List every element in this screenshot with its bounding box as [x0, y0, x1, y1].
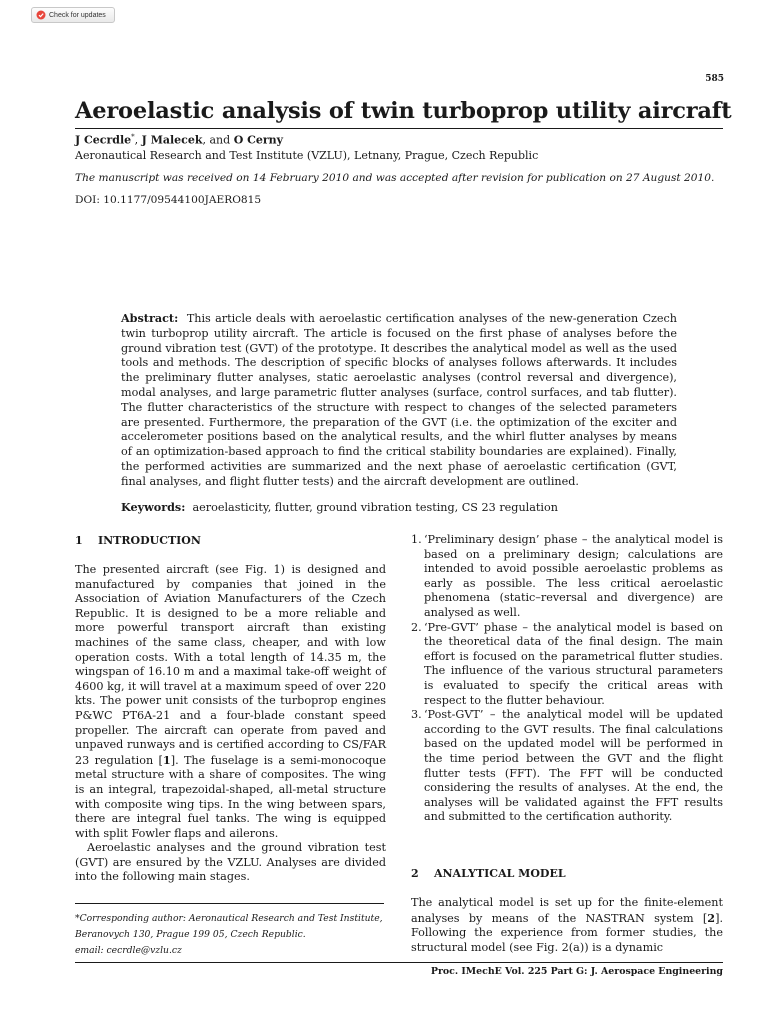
author-name: J Cecrdle: [75, 133, 132, 147]
title-rule: [75, 128, 723, 129]
author-list: [75, 133, 283, 147]
paragraph: The presented aircraft (see Fig. 1) is designed and manufactured by companies that joined in the Association of Aviation Manufacturers of the Czech Republic. It is designed to be a more reliable and more powerful transport aircraft than existing machines of the same class, cheaper, and with low operation costs. With a total length of 14.35 m, the wingspan of 16.10 m and a maximal take-off weight of 4600 kg, it will travel at a maximum speed of over 220 kts. The power unit consists of the turboprop engines P&WC PT6A-21 and a four-blade constant speed propeller. The aircraft can operate from paved and unpaved runways and is certified according to CS/FAR 23 regulation [1]. The fuselage is a semi-monocoque metal structure with a share of composites. The wing is an integral, trapezoidal-shaped, all-metal structure with composite wing tips. In the wing between spars, there are integral fuel tanks. The wing is equipped with split Fowler flaps and ailerons.: [75, 563, 386, 840]
crossmark-icon: [36, 10, 46, 20]
abstract-label: Abstract:: [121, 311, 179, 325]
list-item: 2. ‘Pre-GVT’ phase – the analytical model is based on the theoretical data of the final design. The main effort is focused on the parametrical flutter studies. The influence of the various structural parameters is evaluated to specify the critical areas with respect to the flutter behaviour.: [411, 620, 723, 707]
author-name: J Malecek: [141, 133, 203, 147]
check-for-updates-button[interactable]: [31, 7, 115, 23]
abstract: [121, 311, 677, 490]
footnote-line: *Corresponding author: Aeronautical Research and Test Institute,: [75, 913, 383, 924]
citation-link[interactable]: 1: [162, 752, 171, 767]
author-separator: , and: [202, 133, 234, 147]
citation-link[interactable]: 2: [707, 910, 716, 925]
doi[interactable]: DOI: 10.1177/09544100JAERO815: [75, 194, 262, 206]
footnote-rule: [75, 903, 384, 904]
section-heading-introduction: 1 INTRODUCTION: [75, 534, 201, 547]
manuscript-dates: The manuscript was received on 14 February 2010 and was accepted after revision for publication on 27 August 2010.: [75, 172, 715, 184]
stages-list: [411, 533, 723, 825]
footnote-line: Beranovych 130, Prague 199 05, Czech Republic.: [75, 929, 306, 940]
affiliation: Aeronautical Research and Test Institute (VZLU), Letnany, Prague, Czech Republic: [75, 149, 539, 162]
corresponding-mark: *: [131, 133, 135, 141]
analytical-model-body: The analytical model is set up for the finite-element analyses by means of the NASTRAN system [2]. Following the experience from former studies, the structural model (see Fig. 2(a)) is a dynamic: [411, 896, 723, 954]
keywords-text: aeroelasticity, flutter, ground vibration testing, CS 23 regulation: [192, 501, 558, 514]
introduction-body: [75, 563, 386, 885]
list-item: 1. ‘Preliminary design’ phase – the analytical model is based on a preliminary design; calculations are intended to avoid possible aeroelastic problems as early as possible. The less critical aeroelastic phenomena (static–reversal and divergence) are analysed as well.: [411, 533, 723, 619]
footnote: [75, 911, 387, 959]
list-item: 3. ‘Post-GVT’ – the analytical model will be updated according to the GVT results. The final calculations based on the updated model will be performed in the time period between the GVT and the flight flutter tests (FFT). The FFT will be conducted considering the results of analyses. At the end, the analyses will be validated against the FFT results and submitted to the certification authority.: [411, 708, 723, 824]
footer-rule: [75, 962, 723, 963]
journal-citation: Proc. IMechE Vol. 225 Part G: J. Aerospace Engineering: [430, 966, 723, 977]
article-title: Aeroelastic analysis of twin turboprop utility aircraft: [75, 98, 732, 124]
section-heading-analytical-model: 2 ANALYTICAL MODEL: [411, 867, 566, 880]
footnote-email[interactable]: email: cecrdle@vzlu.cz: [75, 945, 182, 956]
keywords: [121, 500, 558, 514]
author-name: O Cerny: [233, 133, 284, 147]
paragraph: Aeroelastic analyses and the ground vibration test (GVT) are ensured by the VZLU. Analyses are divided into the following main stages.: [75, 841, 386, 884]
page-number: 585: [705, 74, 724, 84]
check-for-updates-label: Check for updates: [49, 11, 106, 19]
abstract-text: This article deals with aeroelastic certification analyses of the new-generation Czech twin turboprop utility aircraft. The article is focused on the first phase of analyses before the ground vibration test (GVT) of the prototype. It describes the analytical model as well as the used tools and methods. The description of specific blocks of analyses follows afterwards. It includes the preliminary flutter analyses, static aeroelastic analyses (control reversal and divergence), modal analyses, and large parametric flutter analyses (surface, control surfaces, and tab flutter). The flutter characteristics of the structure with respect to changes of the selected parameters are presented. Furthermore, the preparation of the GVT (i.e. the optimization of the exciter and accelerometer positions based on the analytical results, and the whirl flutter analyses by means of an optimization-based approach to find the critical stability boundaries are explained). Finally, the performed activities are summarized and the next phase of aeroelastic certification (GVT, final analyses, and flight flutter tests) and the aircraft development are outlined.: [121, 312, 677, 488]
author-separator: ,: [134, 133, 142, 147]
keywords-label: Keywords:: [121, 500, 186, 514]
